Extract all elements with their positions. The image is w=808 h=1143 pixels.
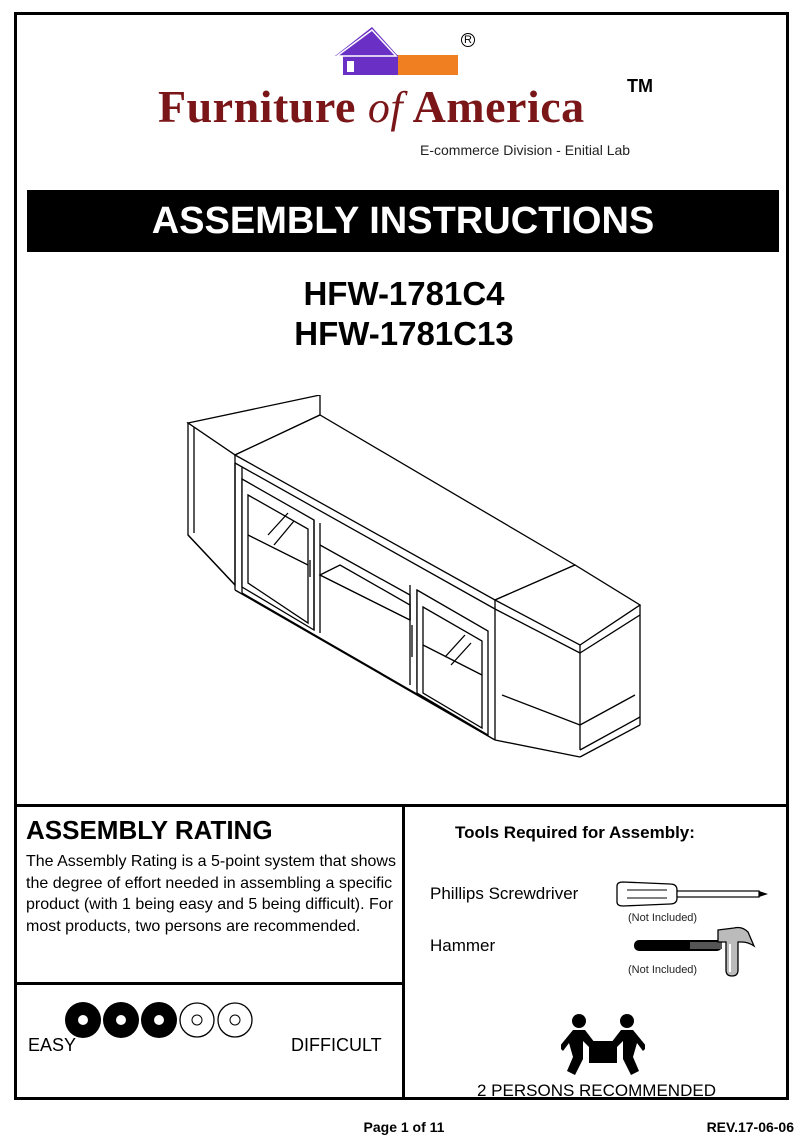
section-divider-vertical — [402, 805, 405, 1100]
rating-dot-5 — [218, 1003, 252, 1037]
easy-label: EASY — [28, 1035, 77, 1055]
hammer-note: (Not Included) — [628, 964, 698, 976]
model-number-2: HFW-1781C13 — [294, 315, 514, 352]
division-label: E-commerce Division - Enitial Lab — [420, 142, 631, 158]
rating-dot-2 — [103, 1002, 139, 1038]
title-banner: ASSEMBLY INSTRUCTIONS — [27, 190, 779, 252]
tool-hammer-label: Hammer — [430, 936, 496, 955]
tv-stand-drawing — [180, 395, 650, 770]
screwdriver-icon — [615, 880, 770, 908]
revision-label: REV.17-06-06 — [706, 1119, 794, 1135]
tools-title: Tools Required for Assembly: — [455, 823, 695, 842]
rating-title: ASSEMBLY RATING — [26, 815, 273, 845]
rating-dot-4 — [180, 1003, 214, 1037]
model-number-1: HFW-1781C4 — [303, 275, 505, 312]
rating-dots — [64, 1000, 254, 1040]
tool-screwdriver-label: Phillips Screwdriver — [430, 884, 579, 903]
difficult-label: DIFFICULT — [291, 1035, 382, 1055]
two-persons-lifting-icon — [561, 1013, 645, 1081]
rating-description: The Assembly Rating is a 5-point system that shows the degree of effort needed in assembling a specific product (with 1 being easy and 5 being difficult). For most products, two persons are recommended. — [26, 853, 396, 935]
trademark: TM — [627, 76, 653, 96]
persons-recommended-label: 2 PERSONS RECOMMENDED — [477, 1081, 716, 1100]
rating-divider — [14, 982, 404, 985]
registered-mark: R — [461, 33, 475, 47]
page-number: Page 1 of 11 — [363, 1119, 445, 1135]
brand-name: Furniture of America — [158, 81, 585, 132]
rating-dot-3 — [141, 1002, 177, 1038]
rating-dot-1 — [65, 1002, 101, 1038]
screwdriver-note: (Not Included) — [628, 912, 698, 924]
